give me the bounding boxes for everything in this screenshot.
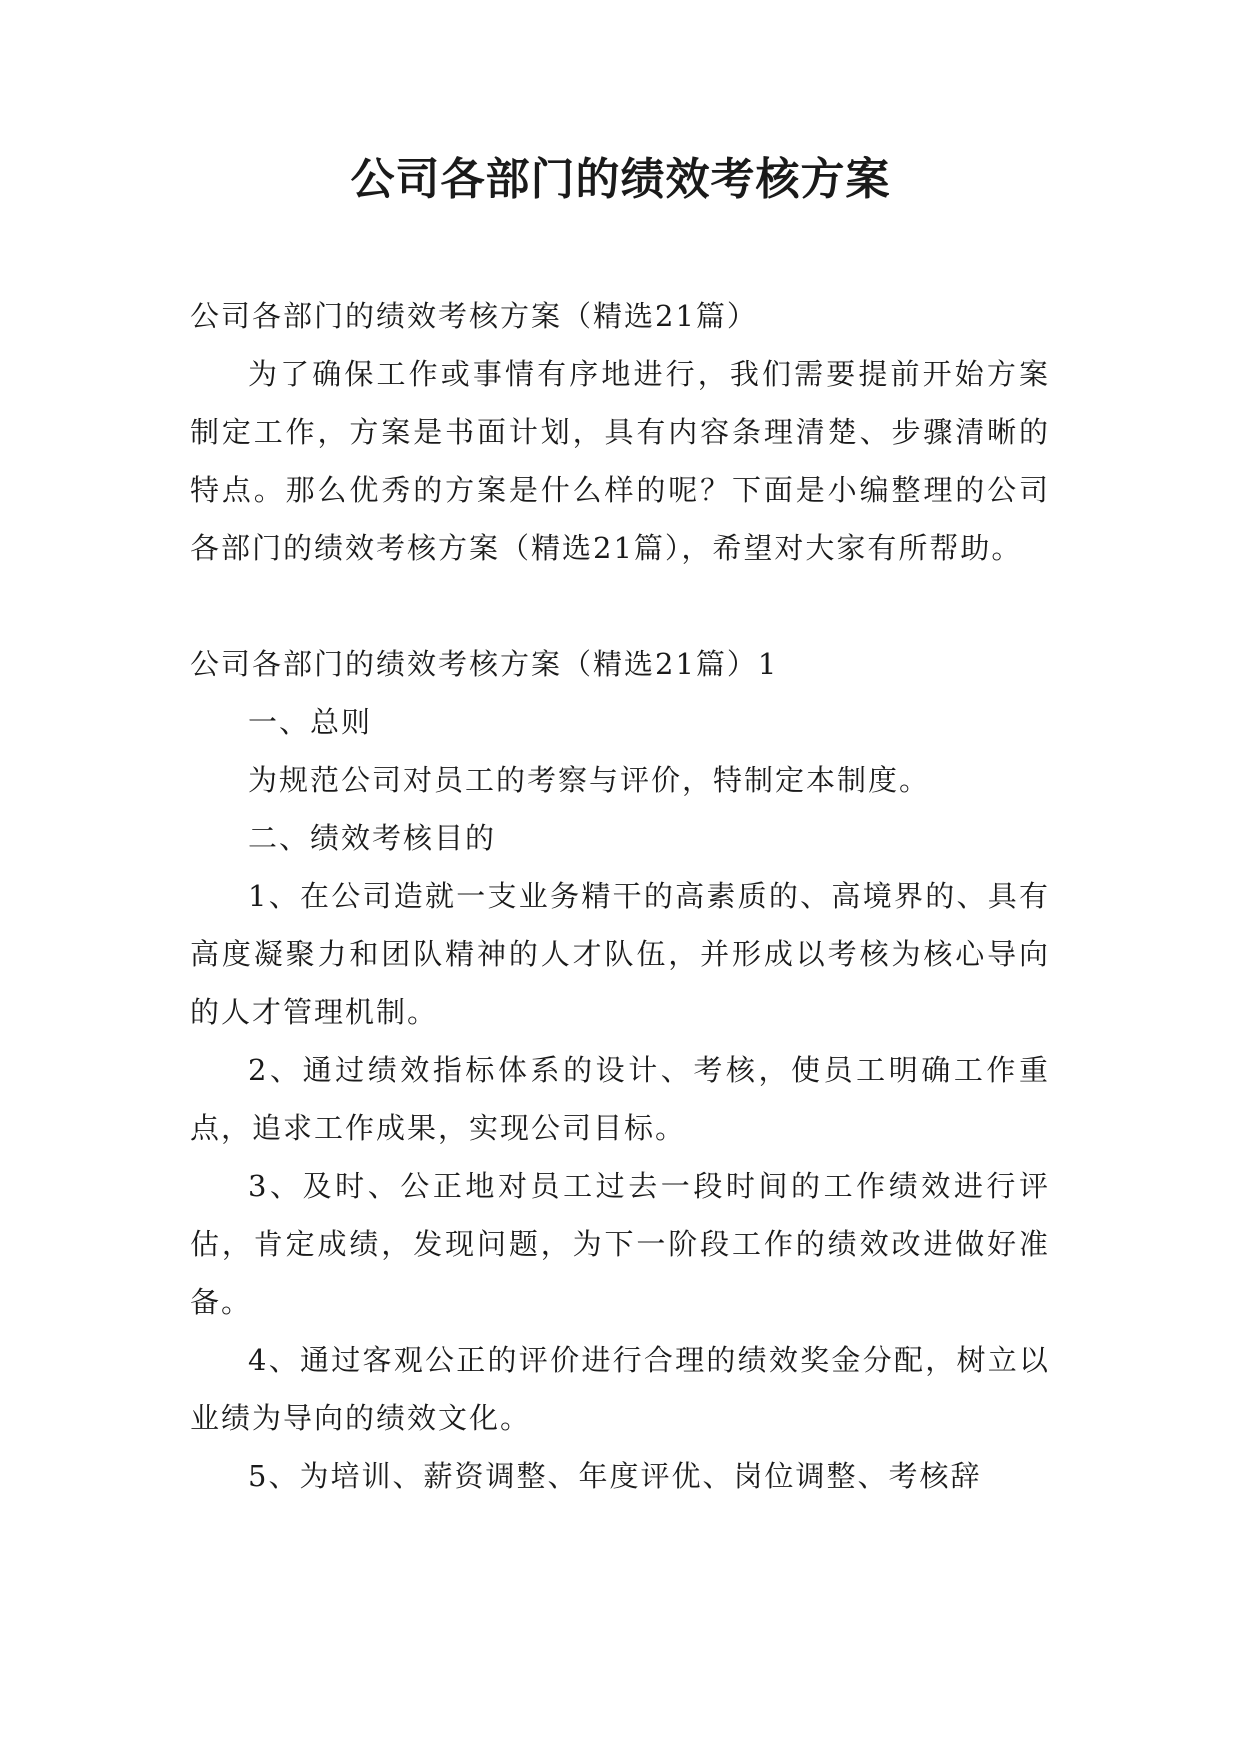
purpose-item: 3、及时、公正地对员工过去一段时间的工作绩效进行评估，肯定成绩，发现问题，为下一阶段工作的绩效改进做好准备。	[190, 1169, 1050, 1319]
general-text: 为规范公司对员工的考察与评价，特制定本制度。	[248, 763, 931, 797]
intro-paragraph: 为了确保工作或事情有序地进行，我们需要提前开始方案制定工作，方案是书面计划，具有内容条理清楚、步骤清晰的特点。那么优秀的方案是什么样的呢？下面是小编整理的公司各部门的绩效考核方案（精选21篇），希望对大家有所帮助。	[190, 357, 1050, 565]
purpose-item: 2、通过绩效指标体系的设计、考核，使员工明确工作重点，追求工作成果，实现公司目标。	[190, 1053, 1050, 1145]
section-spacer	[190, 577, 1050, 635]
section-heading: 公司各部门的绩效考核方案（精选21篇）1	[190, 647, 779, 681]
intro-heading: 公司各部门的绩效考核方案（精选21篇）	[190, 299, 758, 333]
document-title: 公司各部门的绩效考核方案	[350, 154, 891, 205]
general-heading: 一、总则	[248, 705, 373, 739]
purpose-item: 1、在公司造就一支业务精干的高素质的、高境界的、具有高度凝聚力和团队精神的人才队伍，并形成以考核为核心导向的人才管理机制。	[190, 879, 1050, 1029]
document-body	[190, 287, 1050, 1505]
purpose-heading: 二、绩效考核目的	[248, 821, 497, 855]
purpose-item: 4、通过客观公正的评价进行合理的绩效奖金分配，树立以业绩为导向的绩效文化。	[190, 1343, 1050, 1435]
purpose-item: 5、为培训、薪资调整、年度评优、岗位调整、考核辞	[248, 1459, 982, 1493]
